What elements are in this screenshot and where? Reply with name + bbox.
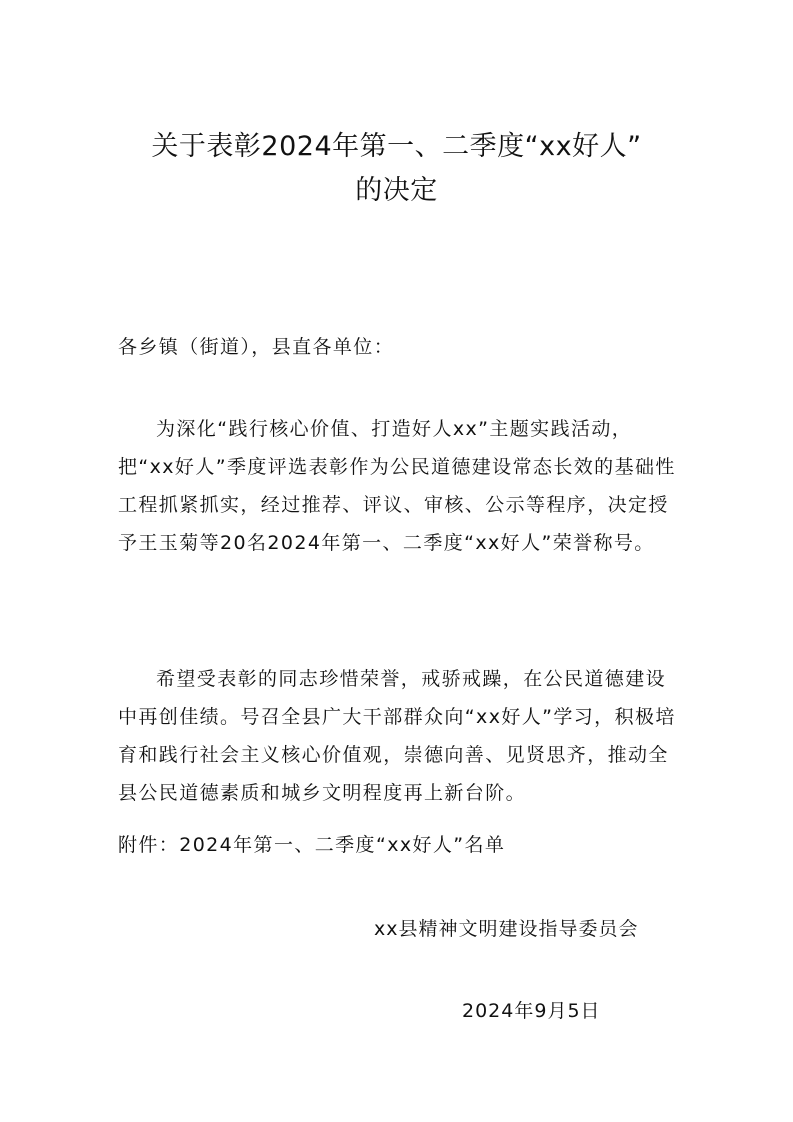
body-paragraph-2: 希望受表彰的同志珍惜荣誉，戒骄戒躁，在公民道德建设中再创佳绩。号召全县广大干部群众向“xx好人”学习，积极培育和践行社会主义核心价值观，崇德向善、见贤思齐，推动全县公民道德素质和城乡文明程度再上新台阶。 [118, 668, 676, 804]
issuer-signature: xx县精神文明建设指导委员会 [374, 918, 639, 940]
salutation: 各乡镇（街道），县直各单位： [118, 336, 395, 358]
document-title-line-1: 关于表彰2024年第一、二季度“xx好人” [151, 131, 642, 162]
document-title-line-2: 的决定 [355, 175, 438, 206]
document-date: 2024年9月5日 [462, 1000, 601, 1022]
attachment-note: 附件：2024年第一、二季度“xx好人”名单 [118, 834, 506, 856]
body-paragraph-1: 为深化“践行核心价值、打造好人xx”主题实践活动，把“xx好人”季度评选表彰作为公民道德建设常态长效的基础性工程抓紧抓实，经过推荐、评议、审核、公示等程序，决定授予王玉菊等20名2024年第一、二季度“xx好人”荣誉称号。 [118, 418, 676, 554]
